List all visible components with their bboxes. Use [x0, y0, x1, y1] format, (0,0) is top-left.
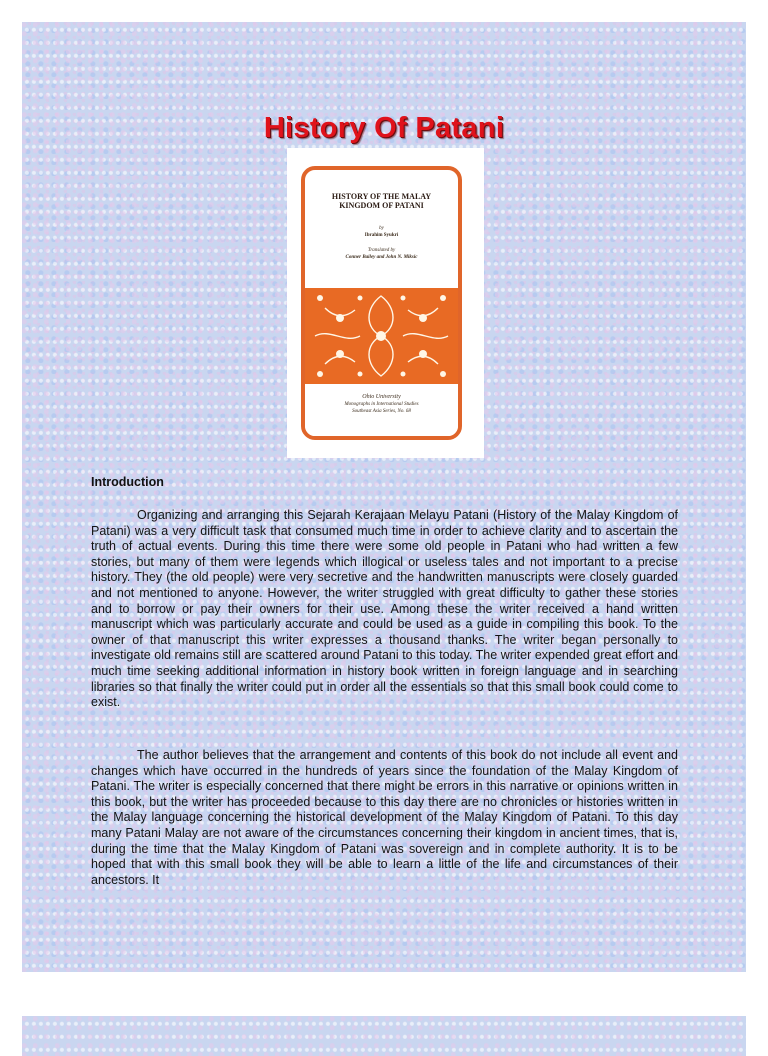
cover-publisher: Ohio University	[362, 394, 401, 400]
cover-title: HISTORY OF THE MALAY KINGDOM OF PATANI	[331, 192, 432, 210]
page-title: History Of Patani	[263, 112, 505, 144]
book-cover-image	[287, 148, 484, 458]
cover-author: Ibrahim Syukri	[364, 233, 399, 238]
document-page	[22, 22, 746, 972]
cover-ornament	[305, 288, 458, 384]
section-heading: Introduction	[91, 475, 164, 489]
cover-by: by	[379, 226, 384, 231]
cover-frame	[301, 166, 462, 440]
cover-publisher-block	[305, 384, 458, 440]
cover-series-2: Southeast Asia Series, No. 68	[352, 409, 411, 414]
floral-ornament-icon	[305, 288, 458, 384]
paragraph-1: Organizing and arranging this Sejarah Kerajaan Melayu Patani (History of the Malay Kingdom of Patani) was a very difficult task that consumed much time in order to achieve clarity and to ascertain the truth of actual events. During this time there were some old people in Patani who had written a few stories, but many of them were legends which illogical or useless tales and not important to a precise history. They (the old people) were very secretive and the handwritten manuscripts were closely guarded and not mentioned to anyone. However, the writer struggled with great difficulty to gather these stories and to borrow or pay their owners for their use. Among these the writer received a hand written manuscript which was particularly accurate and could be used as a guide in compiling this book. To the owner of that manuscript this writer expresses a thousand thanks. The writer began personally to investigate old remains still are scattered around Patani to this today. The writer expended great effort and much time seeking additional information in history book written in foreign language and in searching libraries so that finally the writer could put in order all the essentials so that this small book could come to exist.	[91, 508, 678, 710]
next-page-edge	[22, 1016, 746, 1056]
cover-translated-by: Translated by	[367, 248, 396, 253]
cover-translators: Conner Bailey and John N. Miksic	[345, 255, 418, 260]
paragraph-2: The author believes that the arrangement and contents of this book do not include all event and changes which have occurred in the hundreds of years since the foundation of the Malay Kingdom of Patani. The writer is especially concerned that there might be errors in this narrative or opinions written in this book, but the writer has proceeded because to this day there are no chronicles or histories written in the Malay language concerning the historical development of the Malay Kingdom of Patani. To this day many Patani Malay are not aware of the circumstances concerning their kingdom in ancient times, that is, during the time that the Malay Kingdom of Patani was sovereign and in complete authority. It is to be hoped that with this small book they will be able to learn a little of the life and circumstances of their ancestors. It	[91, 748, 678, 887]
cover-series-1: Monographs in International Studies	[344, 402, 419, 407]
